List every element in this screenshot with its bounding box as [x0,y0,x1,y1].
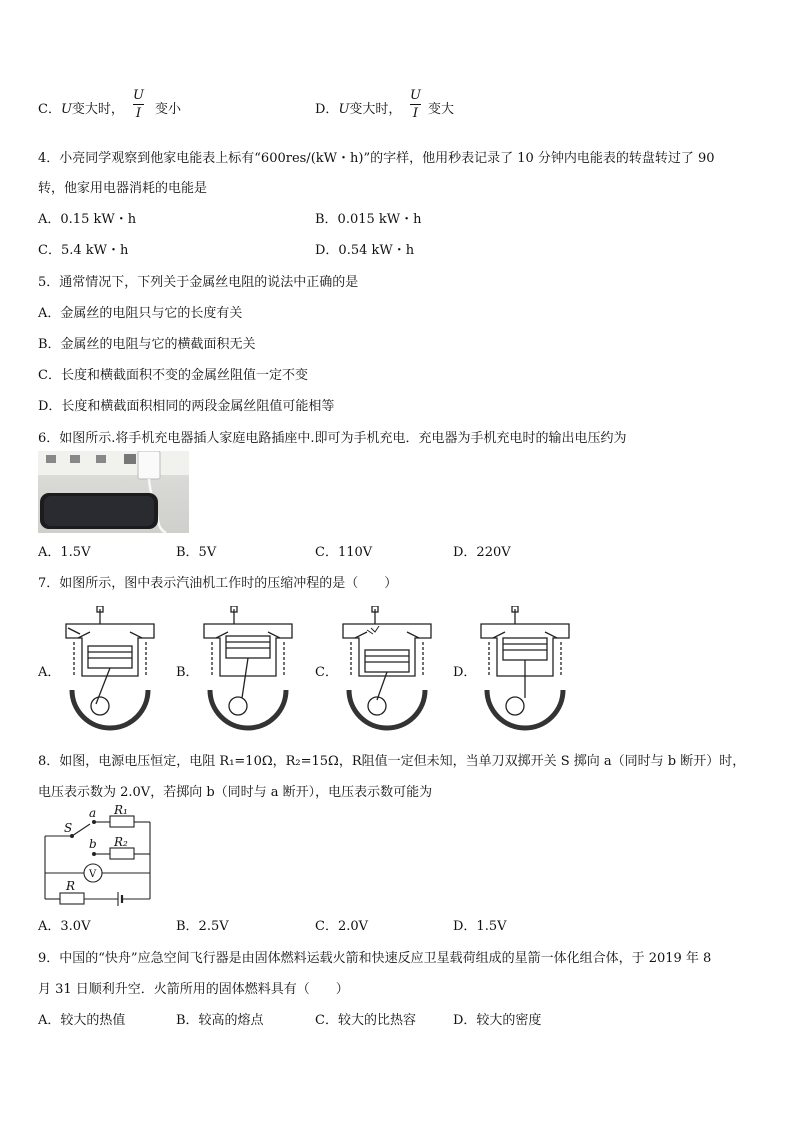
circuit-diagram [38,804,158,910]
q6-option-c: C．110V [315,545,373,560]
label-r2: R₂ [114,835,128,849]
q9-option-d: D．较大的密度 [453,1013,542,1028]
label-v: V [89,869,97,880]
charger-phone-photo [38,451,189,533]
q6-option-d: D．220V [453,545,511,560]
q4-option-c: C．5.4 kW・h [38,243,129,258]
q9-stem-line1: 9．中国的“快舟”应急空间飞行器是由固体燃料运载火箭和快速反应卫星载荷组成的星箭一体化组合体，于 2019 年 8 [38,951,712,966]
q9-option-b: B．较高的熔点 [176,1013,264,1028]
q4-stem-line2: 转，他家用电器消耗的电能是 [38,181,208,196]
q7-label-d: D． [453,665,477,680]
engine-diagram-a [60,606,160,732]
q8-option-d: D．1.5V [453,919,507,934]
q7-label-a: A． [38,665,61,680]
q7-label-b: B． [176,665,199,680]
q3-option-d-fraction: U I [410,88,421,121]
q6-option-b: B．5V [176,545,217,560]
engine-diagram-c [337,606,437,732]
q3-option-c-fraction: U I [133,88,144,121]
q5-option-d: D．长度和横截面积相同的两段金属丝阻值可能相等 [38,399,335,414]
contact-a [92,820,96,824]
q4-option-b: B．0.015 kW・h [315,212,422,227]
label-b: b [89,837,97,851]
q8-stem-line1: 8．如图，电源电压恒定，电阻 R₁=10Ω，R₂=15Ω，R阻值一定但未知，当单刀双掷开关 S 掷向 a（同时与 b 断开）时， [38,754,746,769]
q7-stem: 7．如图所示，图中表示汽油机工作时的压缩冲程的是（ ） [38,576,398,591]
q5-option-a: A．金属丝的电阻只与它的长度有关 [38,306,243,321]
q3-option-c-suffix: 变小 [155,102,182,117]
q3-option-d-suffix: 变大 [428,102,455,117]
q9-option-c: C．较大的比热容 [315,1013,416,1028]
q3-option-c: C．U变大时， [38,102,124,117]
q6-stem: 6．如图所示.将手机充电器插人家庭电路插座中.即可为手机充电．充电器为手机充电时的输出电压约为 [38,431,627,446]
label-s: S [64,821,73,835]
engine-diagram-b [198,606,298,732]
label-r: R [66,879,76,893]
q7-label-c: C． [315,665,338,680]
q6-option-a: A．1.5V [38,545,91,560]
q5-option-b: B．金属丝的电阻与它的横截面积无关 [38,337,256,352]
q9-stem-line2: 月 31 日顺利升空．火箭所用的固体燃料具有（ ） [38,982,349,997]
q8-option-a: A．3.0V [38,919,91,934]
q3-option-d: D．U变大时， [315,102,402,117]
q8-option-b: B．2.5V [176,919,229,934]
q4-stem-line1: 4．小亮同学观察到他家电能表上标有“600res/(kW・h)”的字样，他用秒表记录了 10 分钟内电能表的转盘转过了 90 [38,151,715,166]
q5-stem: 5．通常情况下，下列关于金属丝电阻的说法中正确的是 [38,275,359,290]
q5-option-c: C．长度和横截面积不变的金属丝阻值一定不变 [38,368,308,383]
label-r1: R₁ [114,804,128,817]
q9-option-a: A．较大的热值 [38,1013,126,1028]
q4-option-a: A．0.15 kW・h [38,212,137,227]
q8-stem-line2: 电压表示数为 2.0V，若掷向 b（同时与 a 断开），电压表示数可能为 [38,785,433,800]
contact-b [92,852,96,856]
q8-option-c: C．2.0V [315,919,369,934]
engine-diagram-d [475,606,575,732]
label-a: a [89,806,97,820]
q4-option-d: D．0.54 kW・h [315,243,415,258]
